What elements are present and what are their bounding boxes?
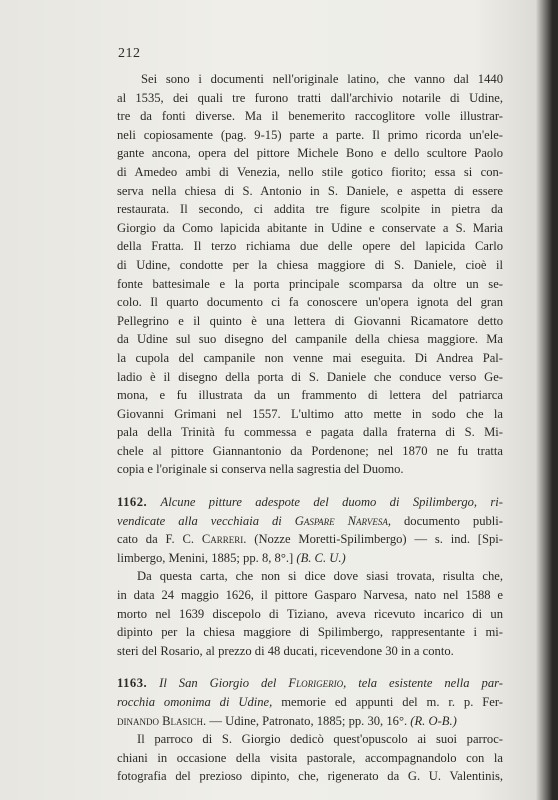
text-line: da Udine sul suo disegno del campanile della chiesa maggiore. Ma: [117, 332, 503, 347]
text-line: serva nella chiesa di S. Antonio in S. Daniele, e aspetta di essere: [117, 183, 503, 198]
text-line: Giorgio da Como lapicida abitante in Udine e conservate a S. Maria: [117, 220, 503, 235]
bibliography-entry-1163: [117, 674, 503, 786]
entry-text: cato da F. C.: [117, 532, 195, 547]
bibliography-entry-1162: [117, 493, 503, 660]
entry-text: limbergo, Menini, 1885; pp. 8, 8°.]: [117, 550, 294, 565]
entry-text: (Nozze Moretti-Spilimbergo) — s. ind. [Spi-: [254, 532, 503, 547]
text-line: della Fratta. Il terzo richiama due delle opere del lapicida Carlo: [117, 239, 503, 254]
text-line: fonte battesimale e la porta principale scomparsa da oltre un se-: [117, 276, 503, 291]
entry-heading-line: [117, 674, 503, 693]
entry-text: documento publi-: [403, 513, 503, 528]
entry-title: Alcune pitture adespote del duomo di Spilimbergo, ri-: [160, 495, 503, 510]
entry-title: tela esistente nella par-: [358, 676, 503, 691]
entry-title: rocchia omonima di Udine,: [117, 695, 273, 709]
text-line: ladio è il disegno della porta di S. Daniele che conduce verso Ge-: [117, 369, 503, 384]
entry-number: 1162.: [117, 495, 148, 510]
entry-text: memorie ed appunti del m. r. p. Fer-: [281, 695, 504, 709]
entry-heading-line: [117, 512, 503, 531]
text-line: Pellegrino e il quinto è una lettera di Giovanni Ricamatore detto: [117, 313, 503, 328]
entry-heading-line: [117, 693, 503, 712]
text-line: gante ancona, opera del pittore Michele Bono e dello scultore Paolo: [117, 146, 503, 161]
text-line: Giovanni Grimani nel 1557. L'ultimo atto mette in sodo che la: [117, 406, 503, 421]
text-line: steri del Rosario, al prezzo di 48 ducati, ricevendone 30 in a conto.: [117, 643, 454, 658]
entry-editor: dinando Blasich.: [117, 713, 207, 728]
entry-editor: Carreri.: [201, 532, 247, 547]
entry-text: — Udine, Patronato, 1885; pp. 30, 16°.: [209, 713, 408, 728]
paragraph-documents: [117, 70, 503, 479]
entry-heading-line: [117, 530, 503, 549]
entry-heading-line: [117, 549, 503, 568]
page-number: 212: [118, 46, 141, 61]
entry-author: Gaspare Narvesa,: [294, 513, 392, 528]
text-line: tre da fonti diverse. Ma il benemerito raccoglitore volle illustrar-: [117, 109, 503, 124]
entry-title: vendicate alla vecchiaia di: [117, 513, 282, 528]
text-line: Da questa carta, che non si dice dove siasi trovata, risulta che,: [137, 569, 503, 584]
text-line: copia e l'originale si conserva nella sagrestia del Duomo.: [117, 462, 404, 477]
page-body: [117, 70, 503, 786]
text-line: dipinto per la chiesa maggiore di Spilimbergo, rappresentante i mi-: [117, 625, 503, 640]
entry-library-siglum: (R. O-B.): [410, 713, 457, 728]
entry-number: 1163.: [117, 676, 148, 691]
text-line: neli copiosamente (pag. 9-15) parte a parte. Il primo ricorda un'ele-: [117, 127, 503, 142]
text-line: la cupola del campanile non venne mai eseguita. Di Andrea Pal-: [117, 350, 503, 365]
entry-heading-line: [117, 493, 503, 512]
text-line: di Amedeo ambi di Venezia, nello stile gotico fiorito; essa si con-: [117, 164, 503, 179]
text-line: restaurata. Il secondo, ci addita tre figure scolpite in pietra da: [117, 202, 503, 217]
entry-heading-line: [117, 712, 503, 731]
entry-library-siglum: (B. C. U.): [296, 550, 346, 565]
entry-title: Il San Giorgio del: [159, 676, 277, 691]
text-line: al 1535, dei quali tre furono tratti dall'archivio notarile di Udine,: [117, 90, 503, 105]
text-line: in data 24 maggio 1626, il pittore Gasparo Narvesa, nato nel 1588 e: [117, 588, 503, 603]
text-line: colo. Il quarto documento ci fa conoscere un'opera ignota del gran: [117, 295, 503, 310]
text-line: pala della Trinità fu commessa e pagata dalla fraterna di S. Mi-: [117, 425, 503, 440]
text-line: di Udine, condotte per la chiesa maggiore di S. Daniele, cioè il: [117, 257, 503, 272]
text-line: Il parroco di S. Giorgio dedicò quest'opuscolo ai suoi parroc-: [137, 732, 503, 747]
text-line: Sei sono i documenti nell'originale latino, che vanno dal 1440: [141, 72, 503, 86]
text-line: chiani in occasione della visita pastorale, accompagnandolo con la: [117, 750, 503, 765]
text-line: morto nel 1639 discepolo di Tiziano, aveva ricevuto incarico di un: [117, 606, 503, 621]
entry-author: Florigerio,: [288, 676, 347, 691]
text-line: mona, e fu illustrata da un frammento di lettera del patriarca: [117, 388, 503, 403]
text-line: chele al pittore Giannantonio da Pordenone; nel 1870 ne fu tratta: [117, 443, 503, 458]
text-line: fotografia del prezioso dipinto, che, rigenerato da G. U. Valentinis,: [117, 769, 503, 784]
